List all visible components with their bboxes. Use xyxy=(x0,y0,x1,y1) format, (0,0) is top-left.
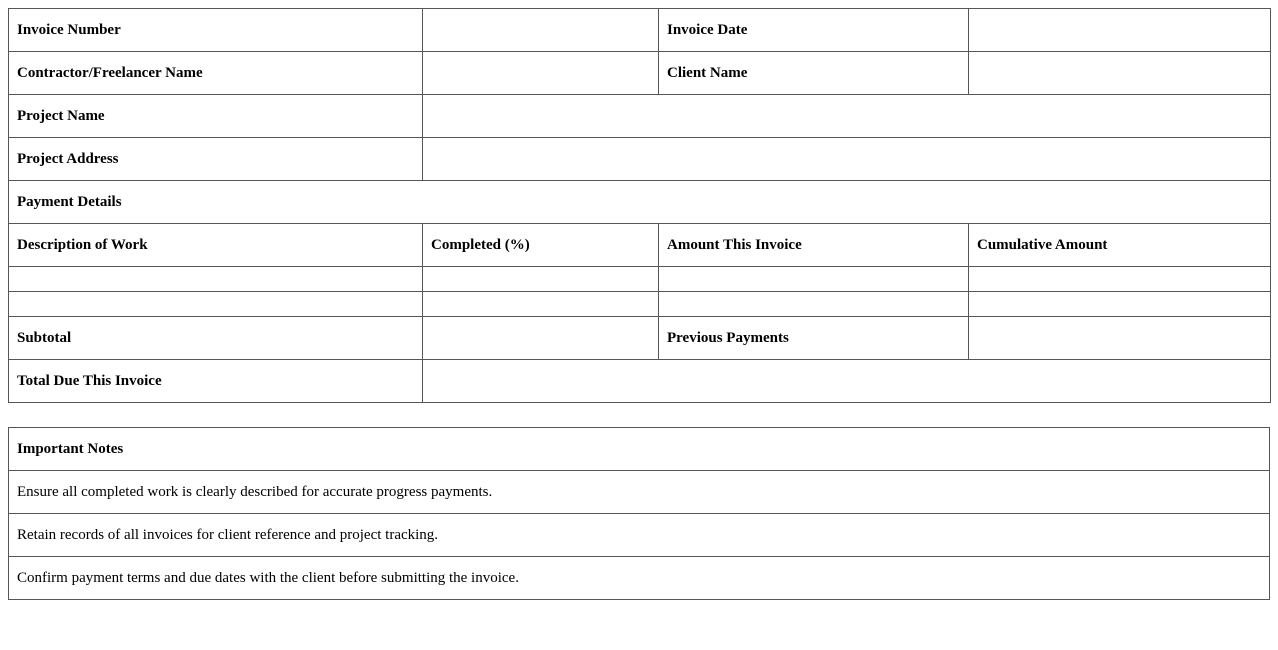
subtotal-field[interactable] xyxy=(423,317,659,360)
list-item xyxy=(9,557,1270,600)
amount-cell[interactable] xyxy=(659,292,969,317)
project-address-label: Project Address xyxy=(9,138,423,181)
project-name-label: Project Name xyxy=(9,95,423,138)
description-cell[interactable] xyxy=(9,267,423,292)
invoice-date-label: Invoice Date xyxy=(659,9,969,52)
cumulative-cell[interactable] xyxy=(969,267,1271,292)
client-name-field[interactable] xyxy=(969,52,1271,95)
note-text: Retain records of all invoices for client reference and project tracking. xyxy=(9,514,1270,557)
column-header-description: Description of Work xyxy=(9,224,423,267)
project-name-row xyxy=(9,95,1271,138)
invoice-number-label: Invoice Number xyxy=(9,9,423,52)
list-item xyxy=(9,471,1270,514)
invoice-number-field[interactable] xyxy=(423,9,659,52)
note-text: Ensure all completed work is clearly described for accurate progress payments. xyxy=(9,471,1270,514)
notes-header-row xyxy=(9,428,1270,471)
payment-details-heading: Payment Details xyxy=(9,181,1271,224)
table-row xyxy=(9,267,1271,292)
previous-payments-label: Previous Payments xyxy=(659,317,969,360)
invoice-table xyxy=(8,8,1271,403)
description-cell[interactable] xyxy=(9,292,423,317)
payment-columns-header xyxy=(9,224,1271,267)
payment-details-row xyxy=(9,181,1271,224)
cumulative-cell[interactable] xyxy=(969,292,1271,317)
project-address-row xyxy=(9,138,1271,181)
contractor-name-field[interactable] xyxy=(423,52,659,95)
invoice-number-row xyxy=(9,9,1271,52)
list-item xyxy=(9,514,1270,557)
notes-table xyxy=(8,427,1270,600)
completed-cell[interactable] xyxy=(423,292,659,317)
project-address-field[interactable] xyxy=(423,138,1271,181)
total-due-field[interactable] xyxy=(423,360,1271,403)
subtotal-label: Subtotal xyxy=(9,317,423,360)
note-text: Confirm payment terms and due dates with the client before submitting the invoice. xyxy=(9,557,1270,600)
column-header-amount: Amount This Invoice xyxy=(659,224,969,267)
column-header-cumulative: Cumulative Amount xyxy=(969,224,1271,267)
contractor-name-label: Contractor/Freelancer Name xyxy=(9,52,423,95)
total-due-row xyxy=(9,360,1271,403)
completed-cell[interactable] xyxy=(423,267,659,292)
previous-payments-field[interactable] xyxy=(969,317,1271,360)
client-name-label: Client Name xyxy=(659,52,969,95)
notes-title: Important Notes xyxy=(9,428,1270,471)
table-row xyxy=(9,292,1271,317)
column-header-completed: Completed (%) xyxy=(423,224,659,267)
contractor-client-row xyxy=(9,52,1271,95)
subtotal-row xyxy=(9,317,1271,360)
project-name-field[interactable] xyxy=(423,95,1271,138)
total-due-label: Total Due This Invoice xyxy=(9,360,423,403)
amount-cell[interactable] xyxy=(659,267,969,292)
invoice-date-field[interactable] xyxy=(969,9,1271,52)
